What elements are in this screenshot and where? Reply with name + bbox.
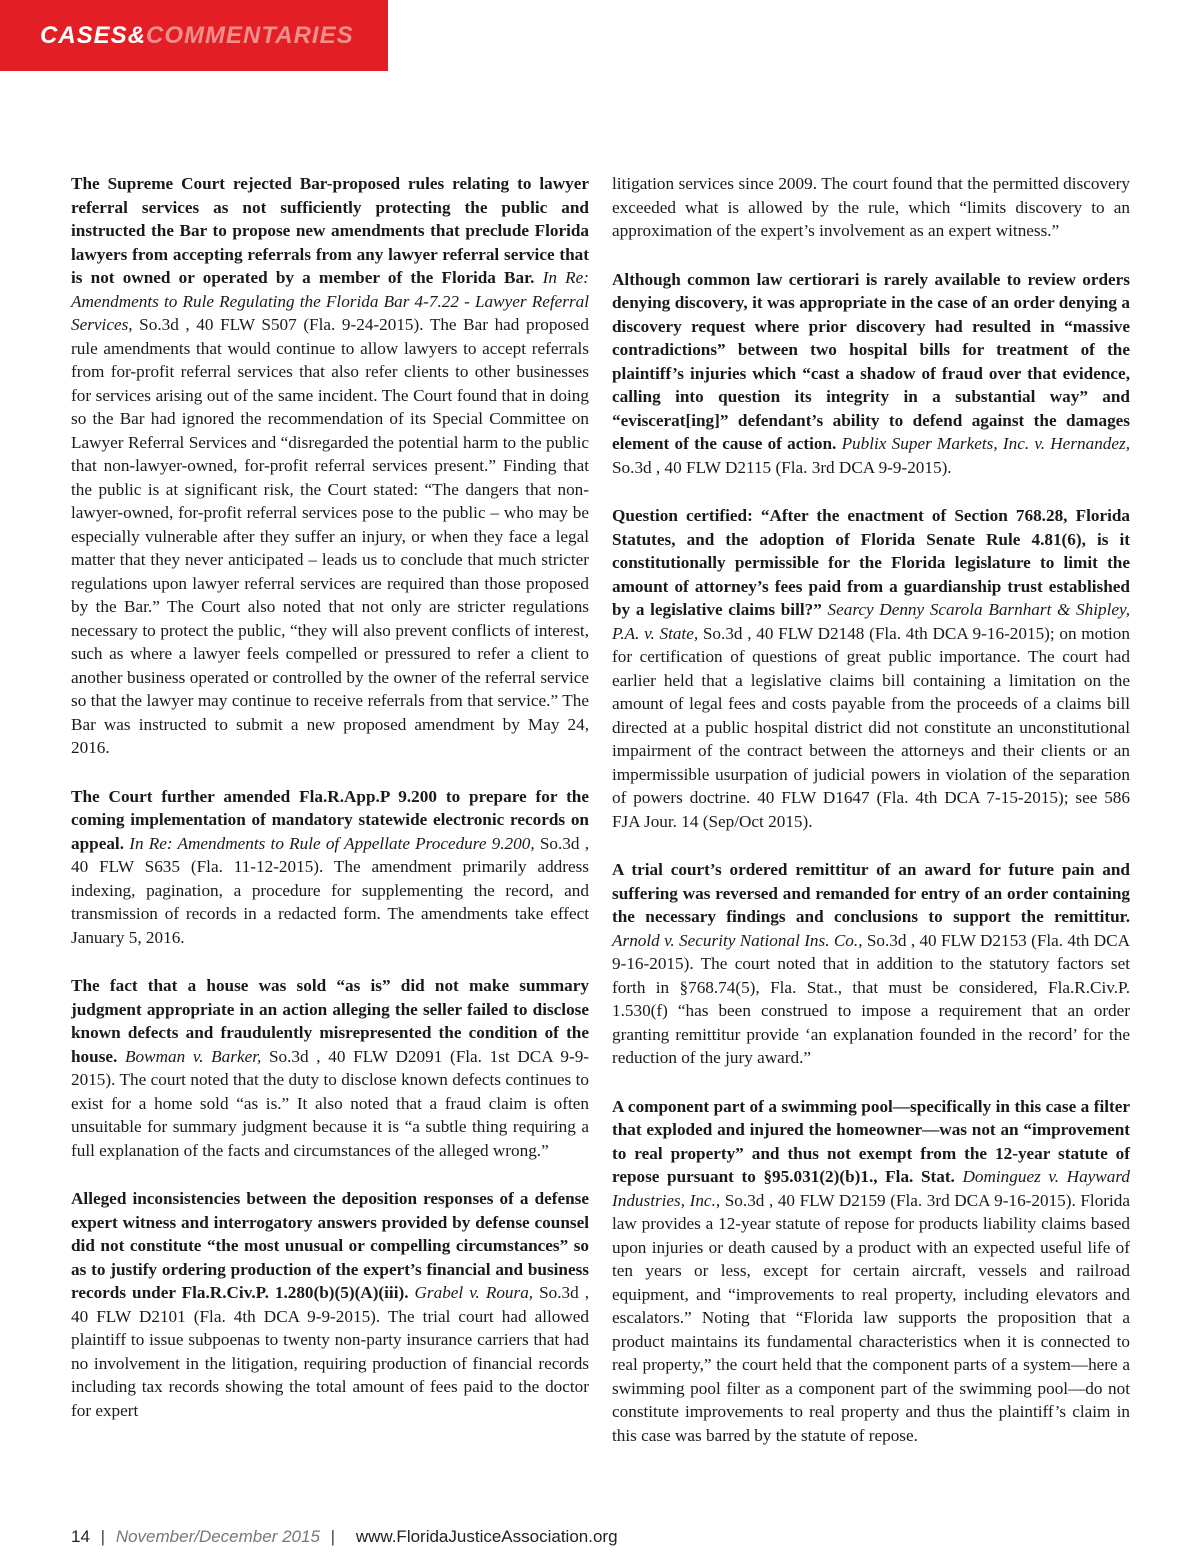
case-citation: So.3d , 40 FLW D2148 (Fla. 4th DCA 9-16-2015); on motion for certification of questions of great public importance.: [612, 623, 1130, 666]
case-headnote: The Court further amended Fla.R.App.P 9.200 to prepare for the coming implementation of mandatory statewide electronic records on appeal.: [71, 786, 589, 853]
case-name: Arnold v. Security National Ins. Co.,: [612, 930, 863, 950]
case-entry: [612, 858, 1130, 1070]
case-headnote: Alleged inconsistencies between the deposition responses of a defense expert witness and interrogatory answers provided by defense counsel did not constitute “the most unusual or compelling circumstances” so as to justify ordering production of the expert’s financial and business records under Fla.R.Civ.P. 1.280(b)(5)(A)(iii).: [71, 1189, 589, 1302]
case-entry: [71, 785, 589, 950]
right-column: [612, 172, 1130, 1472]
case-body: litigation services since 2009. The court found that the permitted discovery exceeded what is allowed by the rule, which “limits discovery to an approximation of the expert’s involvement as an expert witness.”: [612, 174, 1130, 240]
case-name: Bowman v. Barker,: [125, 1046, 262, 1066]
case-body: The court noted that in addition to the statutory factors set forth in §768.74(5), Fla. Stat., that must be considered, Fla.R.Civ.P. 1.530(f) “has been construed to impose a requirement that an order granting remittitur provide ‘an explanation founded in the record’ for the reduction of the jury award.”: [612, 954, 1130, 1067]
case-body: The trial court had allowed plaintiff to issue subpoenas to twenty non-party insurance carriers that had no involvement in the litigation, requiring production of financial records including tax records showing the total amount of fees paid to the doctor for expert: [71, 1306, 589, 1420]
case-name: In Re: Amendments to Rule Regulating the Florida Bar 4-7.22 - Lawyer Referral Services,: [71, 268, 590, 334]
section-title: CASES&COMMENTARIES: [40, 22, 354, 49]
case-citation: So.3d , 40 FLW S507 (Fla. 9-24-2015).: [139, 315, 424, 334]
case-citation: So.3d , 40 FLW D2091 (Fla. 1st DCA 9-9-2015).: [71, 1046, 590, 1089]
case-headnote: The fact that a house was sold “as is” did not make summary judgment appropriate in an action alleging the seller failed to disclose known defects and fraudulently misrepresented the condition of the house.: [71, 976, 589, 1066]
issue-date: November/December 2015: [115, 1527, 320, 1546]
case-entry: [612, 504, 1130, 833]
case-citation: So.3d , 40 FLW D2159 (Fla. 3rd DCA 9-16-2015).: [724, 1190, 1076, 1210]
page-footer: [71, 1527, 618, 1547]
case-citation: So.3d , 40 FLW D2101 (Fla. 4th DCA 9-9-2015).: [71, 1283, 590, 1326]
case-entry: [71, 1187, 589, 1422]
case-body: The court noted that the duty to disclose known defects continues to exist for a home sold “as is.” It also noted that a fraud claim is often unsuitable for summary judgment because it is “a subtle thing requiring a full explanation of the facts and circumstances of the alleged wrong.”: [71, 1070, 589, 1160]
case-body: The amendment primarily address indexing, pagination, a procedure for supplementing the record, and transmission of records in a redacted form. The amendments take effect January 5, 2016.: [71, 857, 589, 947]
left-column: [71, 172, 589, 1447]
case-citation: So.3d , 40 FLW S635 (Fla. 11-12-2015).: [71, 833, 590, 876]
case-body: Florida law provides a 12-year statute of repose for products liability claims based upon injuries or death caused by a product with an expected useful life of ten years or less, except for certain aircraft, vessels and railroad equipment, and “improvements to real property, including elevators and escalators.” Noting that “Florida law supports the proposition that a product maintains its fundamental characteristics when it is connected to real property,” the court held that the component parts of a system—here a swimming pool filter as a component part of the swimming pool—do not constitute improvements to real property and thus the plaintiff’s claim in this case was barred by the statute of repose.: [612, 1190, 1131, 1445]
case-name: Searcy Denny Scarola Barnhart & Shipley, P.A. v. State,: [612, 600, 1130, 643]
website-link[interactable]: www.FloridaJusticeAssociation.org: [355, 1527, 618, 1546]
case-entry: [612, 1095, 1130, 1448]
case-entry-continued: [612, 172, 1130, 243]
case-headnote: Question certified: “After the enactment of Section 768.28, Florida Statutes, and the adoption of Florida Senate Rule 4.81(6), is it constitutionally permissible for the Florida legislature to limit the amount of attorney’s fees paid from a guardianship trust established by a legislative claims bill?”: [612, 506, 1130, 619]
case-name: Grabel v. Roura,: [414, 1283, 534, 1302]
case-entry: [71, 974, 589, 1162]
section-banner: [0, 0, 388, 71]
footer-separator: |: [330, 1527, 336, 1546]
case-body: The Bar had proposed rule amendments that would continue to allow lawyers to accept referrals from for-profit referral services that also refer clients to other businesses for services arising out of the same incident. The Court found that in doing so the Bar had ignored the recommendation of its Special Committee on Lawyer Referral Services and “disregarded the potential harm to the public that non-lawyer-owned, for-profit referral services present.” Finding that the public is at significant risk, the Court stated: “The dangers that non-lawyer-owned, for-profit referral services pose to the public – who may be especially vulnerable after they suffer an injury, or when they face a legal matter that they never anticipated – leads us to conclude that much stricter regulations upon lawyer referral services are required than those proposed by the Bar.” The Court also noted that not only are stricter regulations necessary to protect the public, “they will also prevent conflicts of interest, such as where a lawyer feels compelled or pressured to refer a client to another business operated or controlled by the owner of the referral service so that the lawyer may continue to receive referrals from that service.” The Bar was instructed to submit a new proposed amendment by May 24, 2016.: [71, 315, 589, 757]
case-name: Publix Super Markets, Inc. v. Hernandez,: [841, 434, 1130, 453]
case-citation: So.3d , 40 FLW D2115 (Fla. 3rd DCA 9-9-2015).: [612, 457, 952, 477]
footer-separator: |: [100, 1527, 106, 1546]
case-name: In Re: Amendments to Rule of Appellate Procedure 9.200,: [129, 833, 535, 853]
case-citation: So.3d , 40 FLW D2153 (Fla. 4th DCA 9-16-2015).: [612, 930, 1131, 973]
case-entry: [612, 268, 1130, 480]
case-name: Dominguez v. Hayward Industries, Inc.,: [612, 1167, 1131, 1210]
case-headnote: A trial court’s ordered remittitur of an award for future pain and suffering was reversed and remanded for entry of an order containing the necessary findings and conclusions to support the remittitur.: [612, 860, 1130, 926]
case-headnote: A component part of a swimming pool—specifically in this case a filter that exploded and injured the homeowner—was not an “improvement to real property” and thus not exempt from the 12-year statute of repose pursuant to §95.031(2)(b)1., Fla. Stat.: [612, 1096, 1130, 1186]
case-body: The court had earlier held that a legislative claims bill containing a limitation on the amount of legal fees and costs payable from the proceeds of a claims bill directed at a public hospital district did not constitute an unconstitutional impairment of the contract between the attorneys and their clients or an impermissible usurpation of judicial powers in violation of the separation of powers doctrine. 40 FLW D1647 (Fla. 4th DCA 7-15-2015); see 586 FJA Jour. 14 (Sep/Oct 2015).: [612, 647, 1130, 831]
case-entry: [71, 172, 589, 760]
case-headnote: The Supreme Court rejected Bar-proposed rules relating to lawyer referral services as not sufficiently protecting the public and instructed the Bar to propose new amendments that preclude Florida lawyers from accepting referrals from any lawyer referral service that is not owned or operated by a member of the Florida Bar.: [71, 174, 589, 287]
case-headnote: Although common law certiorari is rarely available to review orders denying discovery, it was appropriate in the case of an order denying a discovery request where prior discovery had resulted in “massive contradictions” between two hospital bills for treatment of the plaintiff’s injuries which “cast a shadow of fraud over that evidence, calling into question its integrity in a substantial way” and “eviscerat[ing]” defendant’s ability to defend against the damages element of the cause of action.: [612, 269, 1130, 453]
page-number: 14: [71, 1527, 90, 1546]
